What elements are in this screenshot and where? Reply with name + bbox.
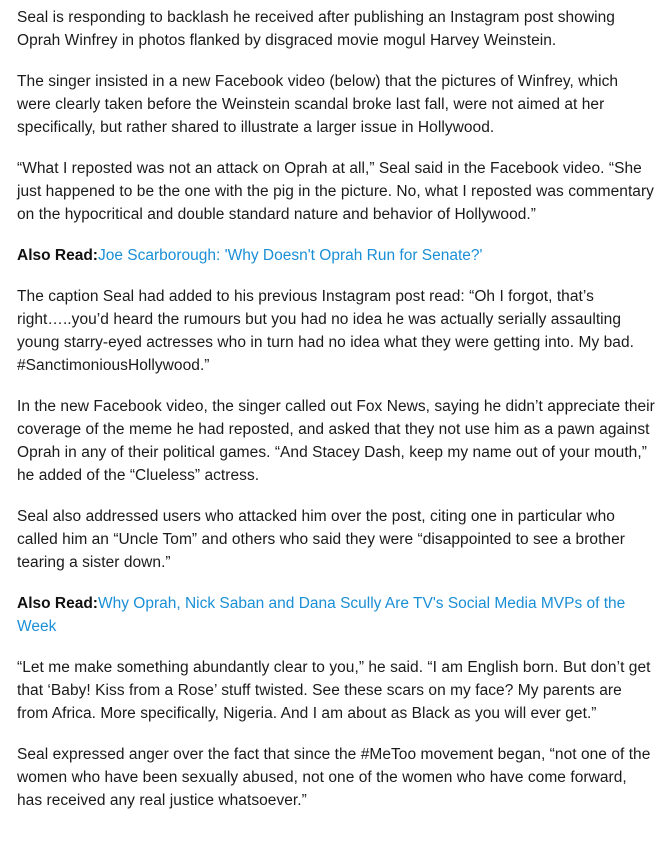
also-read-block: [17, 592, 656, 638]
article-paragraph: “Let me make something abundantly clear to you,” he said. “I am English born. But don’t get that ‘Baby! Kiss from a Rose’ stuff twisted. See these scars on my face? My parents are from Africa. More specifically, Nigeria. And I am about as Black as you will ever get.”: [17, 659, 651, 722]
also-read-block: [17, 244, 656, 267]
article-paragraph: The singer insisted in a new Facebook video (below) that the pictures of Winfrey, which were clearly taken before the Weinstein scandal broke last fall, were not aimed at her specifically, but rather shared to illustrate a larger issue in Hollywood.: [17, 73, 619, 136]
also-read-link[interactable]: Why Oprah, Nick Saban and Dana Scully Are TV's Social Media MVPs of the Week: [17, 595, 626, 635]
article-paragraph: Seal is responding to backlash he received after publishing an Instagram post showing Oprah Winfrey in photos flanked by disgraced movie mogul Harvey Weinstein.: [17, 9, 615, 49]
also-read-label: Also Read:: [17, 247, 98, 264]
also-read-link[interactable]: Joe Scarborough: 'Why Doesn't Oprah Run for Senate?': [97, 247, 483, 264]
article-paragraph: Seal also addressed users who attacked him over the post, citing one in particular who called him an “Uncle Tom” and others who said they were “disappointed to see a brother tearing a sister down.”: [17, 508, 625, 571]
article-paragraph: The caption Seal had added to his previous Instagram post read: “Oh I forgot, that’s right…..you’d heard the rumours but you had no idea he was actually serially assaulting young starry-eyed actresses who in turn had no idea what they were getting into. My bad. #SanctimoniousHollywood.”: [17, 288, 634, 374]
article-paragraph: Seal expressed anger over the fact that since the #MeToo movement began, “not one of the women who have been sexually abused, not one of the women who have come forward, has received any real justice whatsoever.”: [17, 746, 651, 809]
also-read-label: Also Read:: [17, 595, 98, 612]
article-paragraph: In the new Facebook video, the singer called out Fox News, saying he didn’t appreciate their coverage of the meme he had reposted, and asked that they not use him as a pawn against Oprah in any of their political games. “And Stacey Dash, keep my name out of your mouth,” he added of the “Clueless” actress.: [17, 398, 655, 484]
article-paragraph: “What I reposted was not an attack on Oprah at all,” Seal said in the Facebook video. “She just happened to be the one with the pig in the picture. No, what I reposted was commentary on the hypocritical and double standard nature and behavior of Hollywood.”: [17, 160, 654, 223]
